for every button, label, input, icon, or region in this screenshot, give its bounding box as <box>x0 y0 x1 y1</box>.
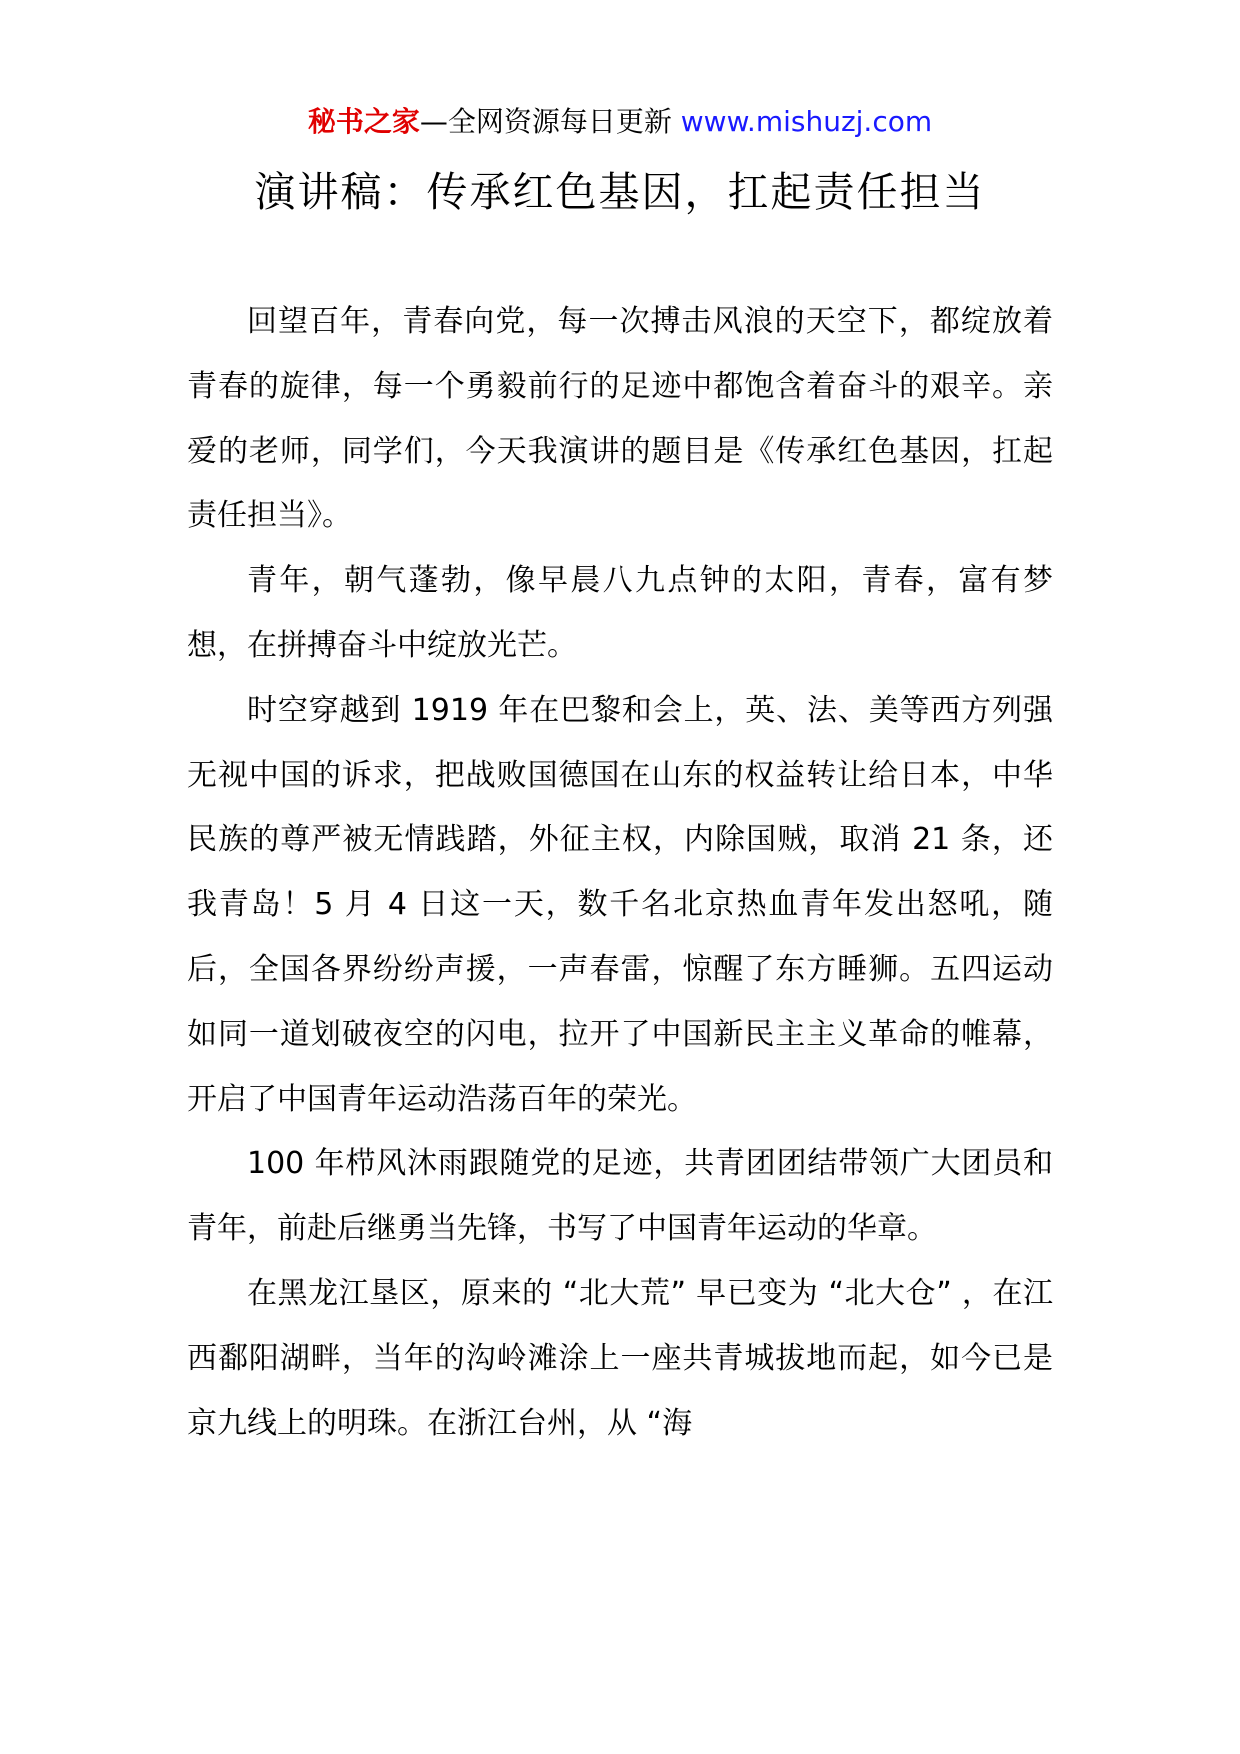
document-body <box>187 290 1053 1456</box>
site-tagline: —全网资源每日更新 <box>419 105 681 138</box>
paragraph: 在黑龙江垦区，原来的 “北大荒” 早已变为 “北大仓” ，在江西鄱阳湖畔，当年的沟岭滩涂上一座共青城拔地而起，如今已是京九线上的明珠。在浙江台州，从 “海 <box>187 1275 1053 1441</box>
paragraph: 回望百年，青春向党，每一次搏击风浪的天空下，都绽放着青春的旋律，每一个勇毅前行的足迹中都饱含着奋斗的艰辛。亲爱的老师，同学们，今天我演讲的题目是《传承红色基因，扛起责任担当》。 <box>187 304 1053 534</box>
site-brand: 秘书之家 <box>307 105 420 138</box>
paragraph: 青年，朝气蓬勃，像早晨八九点钟的太阳，青春，富有梦想，在拼搏奋斗中绽放光芒。 <box>187 563 1053 663</box>
paragraph: 时空穿越到 1919 年在巴黎和会上，英、法、美等西方列强无视中国的诉求，把战败国德国在山东的权益转让给日本，中华民族的尊严被无情践踏，外征主权，内除国贼，取消 21 条，还我青岛！5 月 4 日这一天，数千名北京热血青年发出怒吼，随后，全国各界纷纷声援，一声春雷，惊醒了东方睡狮。五四运动如同一道划破夜空的闪电，拉开了中国新民主主义革命的帷幕，开启了中国青年运动浩荡百年的荣光。 <box>187 692 1053 1117</box>
site-url-link[interactable]: www.mishuzj.com <box>680 105 933 138</box>
paragraph: 100 年栉风沐雨跟随党的足迹，共青团团结带领广大团员和青年，前赴后继勇当先锋，书写了中国青年运动的华章。 <box>187 1146 1053 1247</box>
document-title: 演讲稿：传承红色基因，扛起责任担当 <box>254 168 986 216</box>
site-header <box>0 102 1240 142</box>
